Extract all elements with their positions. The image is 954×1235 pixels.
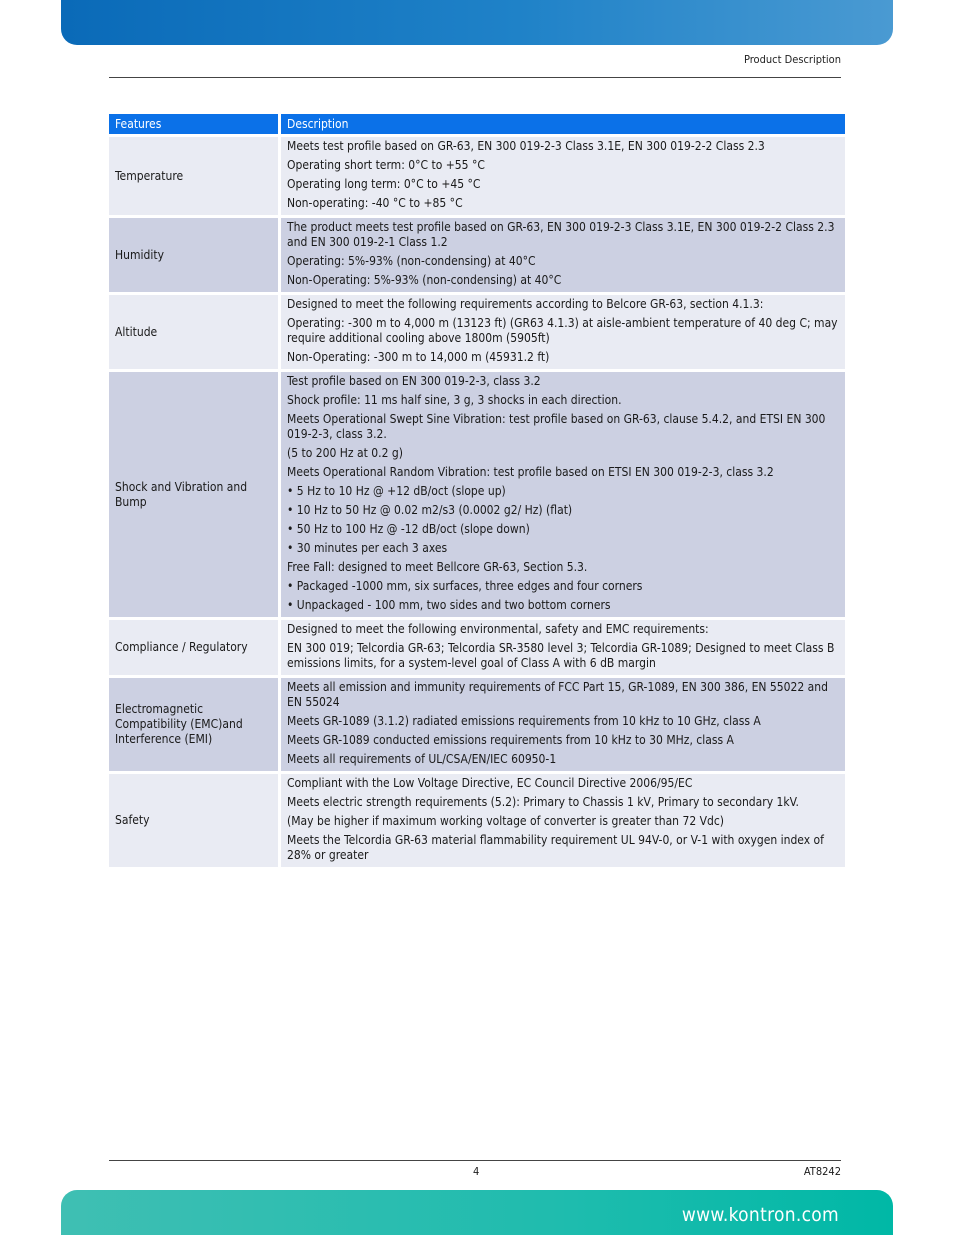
feature-cell: Safety [109,774,281,870]
specification-table [109,114,845,870]
table-row [109,295,845,372]
feature-cell: Temperature [109,137,281,218]
description-line: Operating long term: 0°C to +45 °C [287,177,481,191]
feature-cell: Shock and Vibration and Bump [109,372,281,620]
table-row [109,372,845,620]
description-line: (May be higher if maximum working voltage of converter is greater than 72 Vdc) [287,814,725,828]
table-row [109,218,845,295]
feature-cell: Compliance / Regulatory [109,620,281,678]
bullet-item: • Unpackaged - 100 mm, two sides and two bottom corners [287,598,839,613]
description-line: Meets all emission and immunity requirements of FCC Part 15, GR-1089, EN 300 386, EN 55022 and EN 55024 [287,680,828,709]
description-cell [281,372,845,620]
description-cell [281,678,845,774]
table-header-row [109,114,845,137]
table-body [109,137,845,870]
description-line: The product meets test profile based on GR-63, EN 300 019-2-3 Class 3.1E, EN 300 019-2-2 Class 2.3 and EN 300 019-2-1 Class 1.2 [287,220,835,249]
description-line: Free Fall: designed to meet Bellcore GR-63, Section 5.3. [287,560,588,574]
footer-rule [109,1160,841,1161]
description-line: Test profile based on EN 300 019-2-3, class 3.2 [287,374,541,388]
description-cell [281,218,845,295]
column-header-description: Description [281,114,845,137]
description-line: Meets test profile based on GR-63, EN 300 019-2-3 Class 3.1E, EN 300 019-2-2 Class 2.3 [287,139,765,153]
bullet-item: • 10 Hz to 50 Hz @ 0.02 m2/s3 (0.0002 g2/ Hz) (flat) [287,503,839,518]
description-cell [281,137,845,218]
column-header-features: Features [109,114,281,137]
description-cell [281,295,845,372]
header-rule [109,77,841,78]
feature-cell: Humidity [109,218,281,295]
description-line: Meets GR-1089 (3.1.2) radiated emissions requirements from 10 kHz to 10 GHz, class A [287,714,761,728]
description-cell [281,774,845,870]
description-line: Designed to meet the following requirements according to Belcore GR-63, section 4.1.3: [287,297,764,311]
description-line: Meets all requirements of UL/CSA/EN/IEC 60950-1 [287,752,557,766]
page-number: 4 [473,1165,480,1178]
description-line: Compliant with the Low Voltage Directive, EC Council Directive 2006/95/EC [287,776,693,790]
feature-cell: Electromagnetic Compatibility (EMC)and Interference (EMI) [109,678,281,774]
bullet-item: • 5 Hz to 10 Hz @ +12 dB/oct (slope up) [287,484,839,499]
description-line: Non-operating: -40 °C to +85 °C [287,196,463,210]
description-line: Meets Operational Random Vibration: test profile based on ETSI EN 300 019-2-3, class 3.2 [287,465,774,479]
description-line: Meets electric strength requirements (5.2): Primary to Chassis 1 kV, Primary to secondary 1kV. [287,795,799,809]
table-row [109,774,845,870]
section-title: Product Description [743,53,841,66]
bullet-item: • 30 minutes per each 3 axes [287,541,839,556]
description-line: Operating short term: 0°C to +55 °C [287,158,485,172]
description-line: Operating: -300 m to 4,000 m (13123 ft) (GR63 4.1.3) at aisle-ambient temperature of 40 deg C; may require additional cooling above 1800m (5905ft) [287,316,838,345]
description-line: EN 300 019; Telcordia GR-63; Telcordia SR-3580 level 3; Telcordia GR-1089; Designed to meet Class B emissions limits, for a system-level goal of Class A with 6 dB margin [287,641,835,670]
description-line: Meets Operational Swept Sine Vibration: test profile based on GR-63, clause 5.4.2, and ETSI EN 300 019-2-3, class 3.2. [287,412,826,441]
description-line: Operating: 5%-93% (non-condensing) at 40°C [287,254,536,268]
product-code: AT8242 [803,1165,841,1178]
description-line: Non-Operating: -300 m to 14,000 m (45931.2 ft) [287,350,550,364]
footer-band [61,1190,893,1235]
description-cell [281,620,845,678]
table-row [109,137,845,218]
feature-cell: Altitude [109,295,281,372]
table-row [109,678,845,774]
website-link[interactable]: www.kontron.com [681,1204,839,1226]
description-line: Non-Operating: 5%-93% (non-condensing) at 40°C [287,273,562,287]
table-row [109,620,845,678]
description-line: Meets the Telcordia GR-63 material flammability requirement UL 94V-0, or V-1 with oxygen index of 28% or greater [287,833,824,862]
description-line: Meets GR-1089 conducted emissions requirements from 10 kHz to 30 MHz, class A [287,733,734,747]
bullet-item: • Packaged -1000 mm, six surfaces, three edges and four corners [287,579,839,594]
description-line: (5 to 200 Hz at 0.2 g) [287,446,403,460]
bullet-item: • 50 Hz to 100 Hz @ -12 dB/oct (slope down) [287,522,839,537]
header-band [61,0,893,45]
description-line: Designed to meet the following environmental, safety and EMC requirements: [287,622,709,636]
description-line: Shock profile: 11 ms half sine, 3 g, 3 shocks in each direction. [287,393,622,407]
